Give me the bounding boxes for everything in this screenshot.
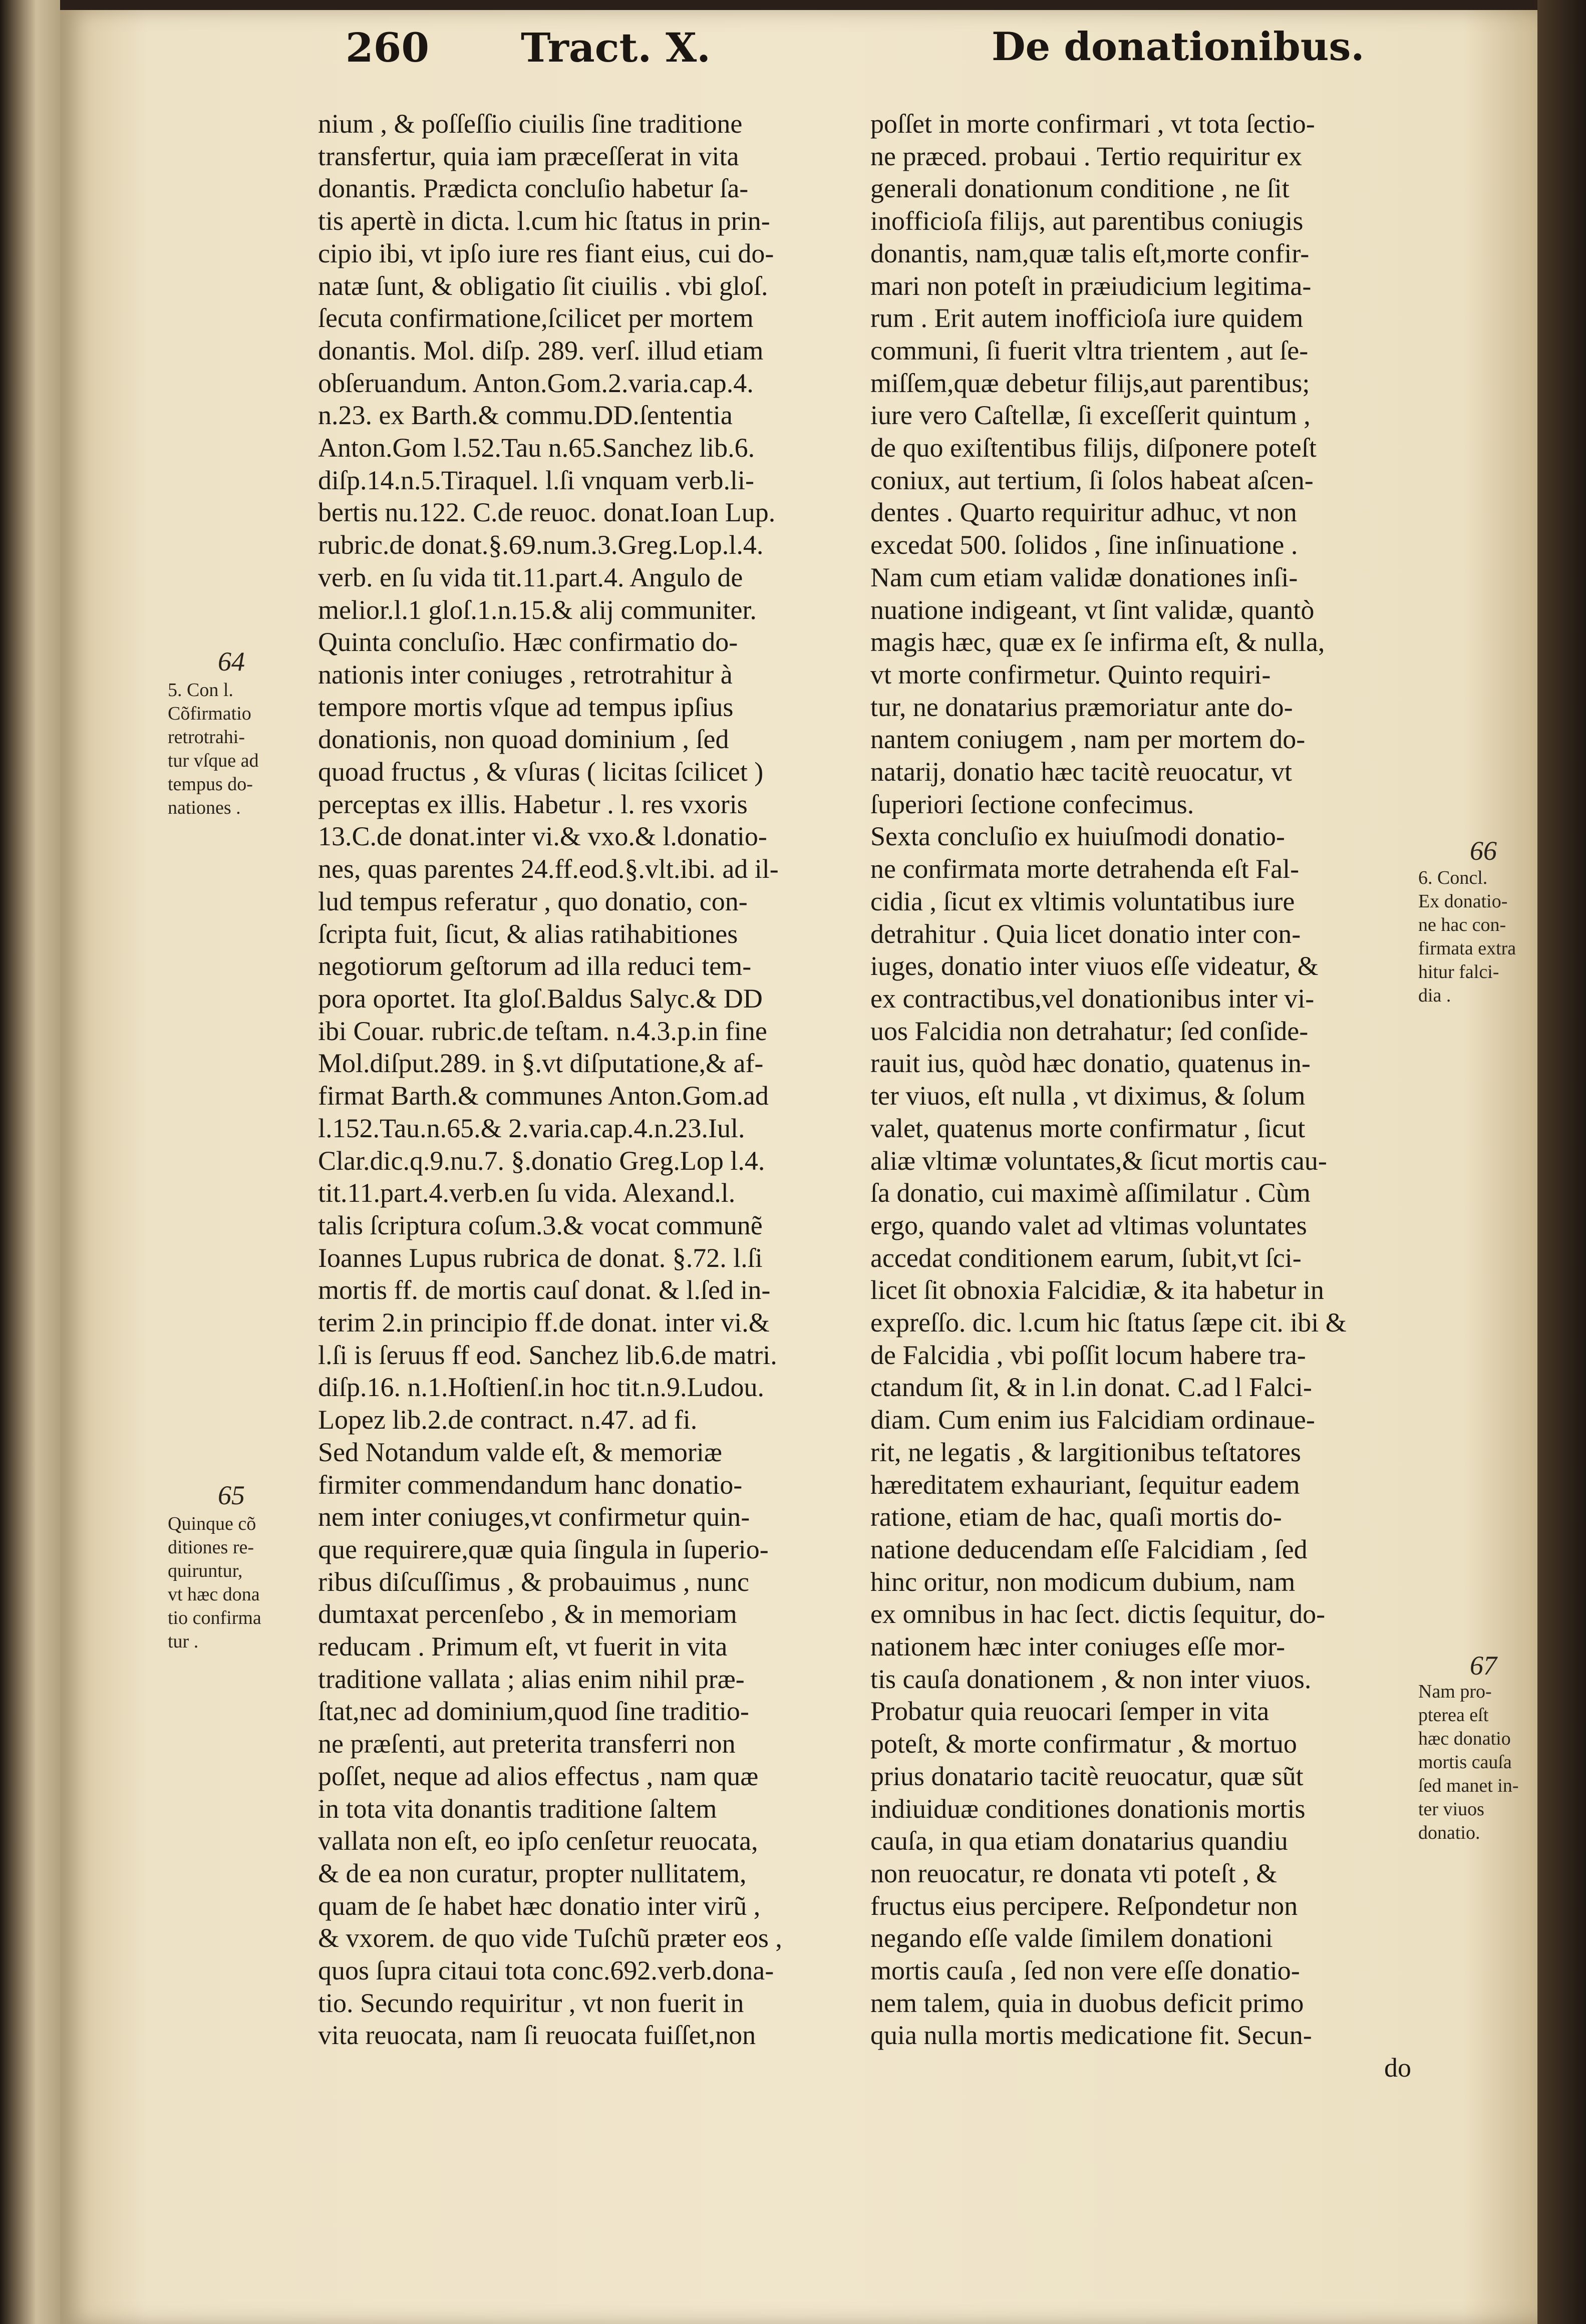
text-line: diſp.14.n.5.Tiraquel. l.ſi vnquam verb.li- — [318, 465, 754, 495]
text-line: donationis, non quoad dominium , ſed — [318, 724, 729, 755]
margin-note-line: tio confirma — [168, 1607, 261, 1628]
margin-note-line: hitur falci- — [1418, 961, 1499, 982]
text-line: do — [1384, 2053, 1411, 2083]
text-line: n.23. ex Barth.& commu.DD.ſententia — [318, 400, 733, 431]
margin-note-line: ne hac con- — [1418, 914, 1506, 935]
text-line: communi, ſi fuerit vltra trientem , aut ſe- — [870, 335, 1309, 366]
text-line: nationis inter coniuges , retrotrahitur à — [318, 659, 733, 690]
margin-note-line: 6. Concl. — [1418, 867, 1488, 888]
margin-note-65 — [168, 1512, 261, 1653]
margin-note-line: tempus do- — [168, 774, 253, 795]
text-line: firmiter commendandum hanc donatio- — [318, 1469, 743, 1500]
text-line: Clar.dic.q.9.nu.7. §.donatio Greg.Lop l.4. — [318, 1145, 765, 1176]
text-line: poſſet, neque ad alios effectus , nam quæ — [318, 1761, 759, 1791]
text-line: inofficioſa filijs, aut parentibus coniugis — [870, 206, 1304, 236]
text-line: ibi Couar. rubric.de teſtam. n.4.3.p.in fine — [318, 1016, 767, 1046]
text-line: miſſem,quæ debetur filijs,aut parentibus; — [870, 368, 1310, 398]
text-line: Nam cum etiam validæ donationes inſi- — [870, 562, 1298, 592]
text-line: ex omnibus in hac ſect. dictis ſequitur, do- — [870, 1599, 1326, 1629]
text-line: quoad fructus , & vſuras ( licitas ſcilicet ) — [318, 757, 764, 787]
left-text-column — [318, 108, 849, 2052]
text-line: poteſt, & morte confirmatur , & mortuo — [870, 1729, 1297, 1759]
text-line: reducam . Primum eſt, vt fuerit in vita — [318, 1631, 728, 1662]
text-line: Mol.diſput.289. in §.vt diſputatione,& af- — [318, 1048, 764, 1079]
text-line: poſſet in morte confirmari , vt tota ſectio- — [870, 109, 1315, 139]
text-line: vita reuocata, nam ſi reuocata fuiſſet,non — [318, 2020, 756, 2051]
text-line: bertis nu.122. C.de reuoc. donat.Ioan Lup. — [318, 497, 776, 528]
text-line: excedat 500. ſolidos , ſine inſinuatione . — [870, 530, 1298, 560]
text-line: ribus diſcuſſimus , & probauimus , nunc — [318, 1566, 749, 1597]
text-line: ratione, etiam de hac, quaſi mortis do- — [870, 1502, 1282, 1532]
margin-note-line: Cõfirmatio — [168, 703, 251, 724]
text-line: nationem hæc inter coniuges eſſe mor- — [870, 1631, 1286, 1662]
margin-note-line: donatio. — [1418, 1822, 1480, 1843]
text-line: Sexta concluſio ex huiuſmodi donatio- — [870, 821, 1285, 852]
margin-note-line: quiruntur, — [168, 1560, 243, 1581]
text-line: dentes . Quarto requiritur adhuc, vt non — [870, 497, 1297, 528]
text-line: transfertur, quia iam præceſſerat in vita — [318, 141, 739, 171]
text-line: aliæ vltimæ voluntates,& ſicut mortis cau- — [870, 1145, 1327, 1176]
text-line: donantis. Mol. diſp. 289. verſ. illud etiam — [318, 335, 764, 366]
margin-number-64: 64 — [218, 646, 245, 677]
margin-note-line: tur . — [168, 1631, 199, 1652]
text-line: Sed Notandum valde eſt, & memoriæ — [318, 1437, 722, 1467]
text-line: mari non poteſt in præiudicium legitima- — [870, 270, 1312, 301]
text-line: diam. Cum enim ius Falcidiam ordinaue- — [870, 1405, 1315, 1435]
text-line: talis ſcriptura coſum.3.& vocat communẽ — [318, 1210, 763, 1240]
text-line: coniux, aut tertium, ſi ſolos habeat aſcen- — [870, 465, 1314, 495]
text-line: Quinta concluſio. Hæc confirmatio do- — [318, 627, 738, 657]
margin-note-line: vt hæc dona — [168, 1584, 260, 1605]
margin-number-66: 66 — [1470, 836, 1497, 866]
page-shadow — [1537, 0, 1586, 2324]
margin-note-line: mortis cauſa — [1418, 1752, 1512, 1773]
text-line: firmat Barth.& communes Anton.Gom.ad — [318, 1081, 769, 1111]
margin-note-67 — [1418, 1680, 1518, 1845]
margin-note-line: ſed manet in- — [1418, 1775, 1519, 1796]
text-line: obſeruandum. Anton.Gom.2.varia.cap.4. — [318, 368, 754, 398]
text-line: vt morte confirmetur. Quinto requiri- — [870, 659, 1271, 690]
text-line: ne confirmata morte detrahenda eſt Fal- — [870, 854, 1300, 884]
text-line: ter viuos, eſt nulla , vt diximus, & ſolum — [870, 1081, 1306, 1111]
text-line: hinc oritur, non modicum dubium, nam — [870, 1566, 1296, 1597]
margin-note-line: firmata extra — [1418, 938, 1516, 959]
margin-note-line: dia . — [1418, 985, 1451, 1006]
text-line: dumtaxat percenſebo , & in memoriam — [318, 1599, 737, 1629]
margin-note-line: Nam pro- — [1418, 1681, 1492, 1702]
text-line: rum . Erit autem inofficioſa iure quidem — [870, 303, 1304, 334]
text-line: mortis ff. de mortis cauſ donat. & l.ſed in- — [318, 1275, 771, 1305]
text-line: perceptas ex illis. Habetur . l. res vxoris — [318, 789, 748, 819]
book-fore-edge — [0, 0, 60, 2324]
text-line: quia nulla mortis medicatione fit. Secun- — [870, 2020, 1312, 2051]
text-line: licet ſit obnoxia Falcidiæ, & ita habetur in — [870, 1275, 1324, 1305]
text-line: non reuocatur, re donata vti poteſt , & — [870, 1858, 1278, 1888]
margin-note-line: tur vſque ad — [168, 750, 259, 771]
margin-note-line: 5. Con l. — [168, 680, 233, 701]
text-line: tempore mortis vſque ad tempus ipſius — [318, 692, 734, 722]
margin-note-66 — [1418, 866, 1516, 1008]
text-line: uos Falcidia non detrahatur; ſed conſide- — [870, 1016, 1309, 1046]
text-line: detrahitur . Quia licet donatio inter con- — [870, 918, 1301, 949]
text-line: Ioannes Lupus rubrica de donat. §.72. l.ſi — [318, 1242, 763, 1273]
text-line: Lopez lib.2.de contract. n.47. ad fi. — [318, 1405, 698, 1435]
text-line: fructus eius percipere. Reſpondetur non — [870, 1890, 1298, 1921]
text-line: 13.C.de donat.inter vi.& vxo.& l.donatio- — [318, 821, 767, 852]
page-number: 260 — [346, 24, 429, 71]
margin-note-line: Quinque cõ — [168, 1513, 256, 1534]
margin-number-65: 65 — [218, 1480, 245, 1510]
text-line: diſp.16. n.1.Hoſtienſ.in hoc tit.n.9.Ludou. — [318, 1372, 764, 1403]
text-line: cauſa, in qua etiam donatarius quandiu — [870, 1826, 1288, 1856]
text-line: vallata non eſt, eo ipſo cenſetur reuocata, — [318, 1826, 758, 1856]
text-line: tis cauſa donationem , & non inter viuos. — [870, 1664, 1312, 1694]
text-line: prius donatario tacitè reuocatur, quæ sũt — [870, 1761, 1304, 1791]
text-line: ergo, quando valet ad vltimas voluntates — [870, 1210, 1307, 1240]
text-line: ſa donatio, cui maximè aſſimilatur . Cùm — [870, 1178, 1311, 1208]
text-line: verb. en ſu vida tit.11.part.4. Angulo de — [318, 562, 743, 592]
text-line: in tota vita donantis traditione ſaltem — [318, 1793, 717, 1824]
text-line: cidia , ſicut ex vltimis voluntatibus iure — [870, 886, 1295, 916]
margin-note-line: Ex donatio- — [1418, 891, 1508, 912]
text-line: nem inter coniuges,vt confirmetur quin- — [318, 1502, 750, 1532]
text-line: iuges, donatio inter viuos eſſe videatur, & — [870, 951, 1319, 981]
text-line: tur, ne donatarius præmoriatur ante do- — [870, 692, 1293, 722]
margin-note-line: pterea eſt — [1418, 1705, 1489, 1726]
running-head: De donationibus. — [992, 24, 1365, 70]
text-line: nes, quas parentes 24.ff.eod.§.vlt.ibi. ad il- — [318, 854, 779, 884]
text-line: magis hæc, quæ ex ſe infirma eſt, & nulla, — [870, 627, 1325, 657]
text-line: natarij, donatio hæc tacitè reuocatur, vt — [870, 757, 1293, 787]
margin-note-line: ter viuos — [1418, 1799, 1484, 1820]
text-line: & de ea non curatur, propter nullitatem, — [318, 1858, 747, 1888]
text-line: tit.11.part.4.verb.en ſu vida. Alexand.l. — [318, 1178, 736, 1208]
text-line: hæreditatem exhauriant, ſequitur eadem — [870, 1469, 1300, 1500]
text-line: traditione vallata ; alias enim nihil præ- — [318, 1664, 745, 1694]
margin-note-line: ditiones re- — [168, 1537, 254, 1558]
text-line: natione deducendam eſſe Falcidiam , ſed — [870, 1534, 1308, 1564]
text-line: melior.l.1 gloſ.1.n.15.& alij communiter. — [318, 594, 757, 625]
text-line: pora oportet. Ita gloſ.Baldus Salyc.& DD — [318, 983, 763, 1014]
text-line: nem talem, quia in duobus deficit primo — [870, 1987, 1304, 2018]
text-line: ex contractibus,vel donationibus inter vi- — [870, 983, 1315, 1014]
text-line: l.152.Tau.n.65.& 2.varia.cap.4.n.23.Iul. — [318, 1113, 745, 1143]
text-line: & vxorem. de quo vide Tuſchũ præter eos , — [318, 1923, 782, 1953]
text-line: donantis. Prædicta concluſio habetur ſa- — [318, 173, 749, 204]
text-line: Anton.Gom l.52.Tau n.65.Sanchez lib.6. — [318, 433, 755, 463]
text-line: l.ſi is ſeruus ff eod. Sanchez lib.6.de matri. — [318, 1340, 777, 1370]
text-line: indiuiduæ conditiones donationis mortis — [870, 1793, 1306, 1824]
text-line: de quo exiſtentibus filijs, diſponere poteſt — [870, 433, 1317, 463]
text-line: tio. Secundo requiritur , vt non fuerit in — [318, 1987, 744, 2018]
right-text-column — [870, 108, 1411, 2084]
text-line: expreſſo. dic. l.cum hic ſtatus ſæpe cit. ibi & — [870, 1307, 1347, 1338]
text-line: natæ ſunt, & obligatio ſit ciuilis . vbi gloſ. — [318, 270, 768, 301]
text-line: rubric.de donat.§.69.num.3.Greg.Lop.l.4. — [318, 530, 764, 560]
text-line: ſuperiori ſectione confecimus. — [870, 789, 1194, 819]
text-line: generali donationum conditione , ne ſit — [870, 173, 1290, 204]
text-line: terim 2.in principio ff.de donat. inter vi.& — [318, 1307, 770, 1338]
text-line: accedat conditionem earum, ſubit,vt ſci- — [870, 1242, 1302, 1273]
text-line: lud tempus referatur , quo donatio, con- — [318, 886, 748, 916]
margin-note-line: hæc donatio — [1418, 1728, 1511, 1749]
margin-note-line: nationes . — [168, 797, 241, 818]
text-line: iure vero Caſtellæ, ſi exceſſerit quintum , — [870, 400, 1311, 431]
text-line: nium , & poſſeſſio ciuilis ſine traditione — [318, 109, 743, 139]
text-line: ſecuta confirmatione,ſcilicet per mortem — [318, 303, 754, 334]
text-line: Probatur quia reuocari ſemper in vita — [870, 1696, 1270, 1727]
text-line: tis apertè in dicta. l.cum hic ſtatus in prin- — [318, 206, 770, 236]
text-line: negotiorum geſtorum ad illa reduci tem- — [318, 951, 752, 981]
text-line: que requirere,quæ quia ſingula in ſuperio- — [318, 1534, 769, 1564]
text-line: mortis cauſa , ſed non vere eſſe donatio- — [870, 1955, 1300, 1986]
text-line: nantem coniugem , nam per mortem do- — [870, 724, 1306, 755]
text-line: ſtat,nec ad dominium,quod ſine traditio- — [318, 1696, 749, 1727]
text-line: donantis, nam,quæ talis eſt,morte confir- — [870, 238, 1310, 268]
running-title: Tract. X. — [521, 24, 711, 71]
text-line: rauit ius, quòd hæc donatio, quatenus in- — [870, 1048, 1311, 1079]
text-line: rit, ne legatis , & largitionibus teſtatores — [870, 1437, 1301, 1467]
text-line: ne præſenti, aut preterita transferri non — [318, 1729, 736, 1759]
text-line: negando eſſe valde ſimilem donationi — [870, 1923, 1273, 1953]
margin-note-line: retrotrahi- — [168, 727, 245, 748]
text-line: valet, quatenus morte confirmatur , ſicut — [870, 1113, 1306, 1143]
margin-number-67: 67 — [1470, 1650, 1497, 1681]
text-line: quos ſupra citaui tota conc.692.verb.dona- — [318, 1955, 774, 1986]
text-line: ctandum ſit, & in l.in donat. C.ad l Falci- — [870, 1372, 1312, 1403]
text-line: nuatione indigeant, vt ſint validæ, quantò — [870, 594, 1315, 625]
text-line: ne præced. probaui . Tertio requiritur ex — [870, 141, 1302, 171]
text-line: quam de ſe habet hæc donatio inter virũ , — [318, 1890, 761, 1921]
text-line: de Falcidia , vbi poſſit locum habere tra- — [870, 1340, 1306, 1370]
text-line: cipio ibi, vt ipſo iure res fiant eius, cui do- — [318, 238, 774, 268]
text-line: ſcripta fuit, ſicut, & alias ratihabitiones — [318, 918, 738, 949]
margin-note-64 — [168, 679, 259, 820]
